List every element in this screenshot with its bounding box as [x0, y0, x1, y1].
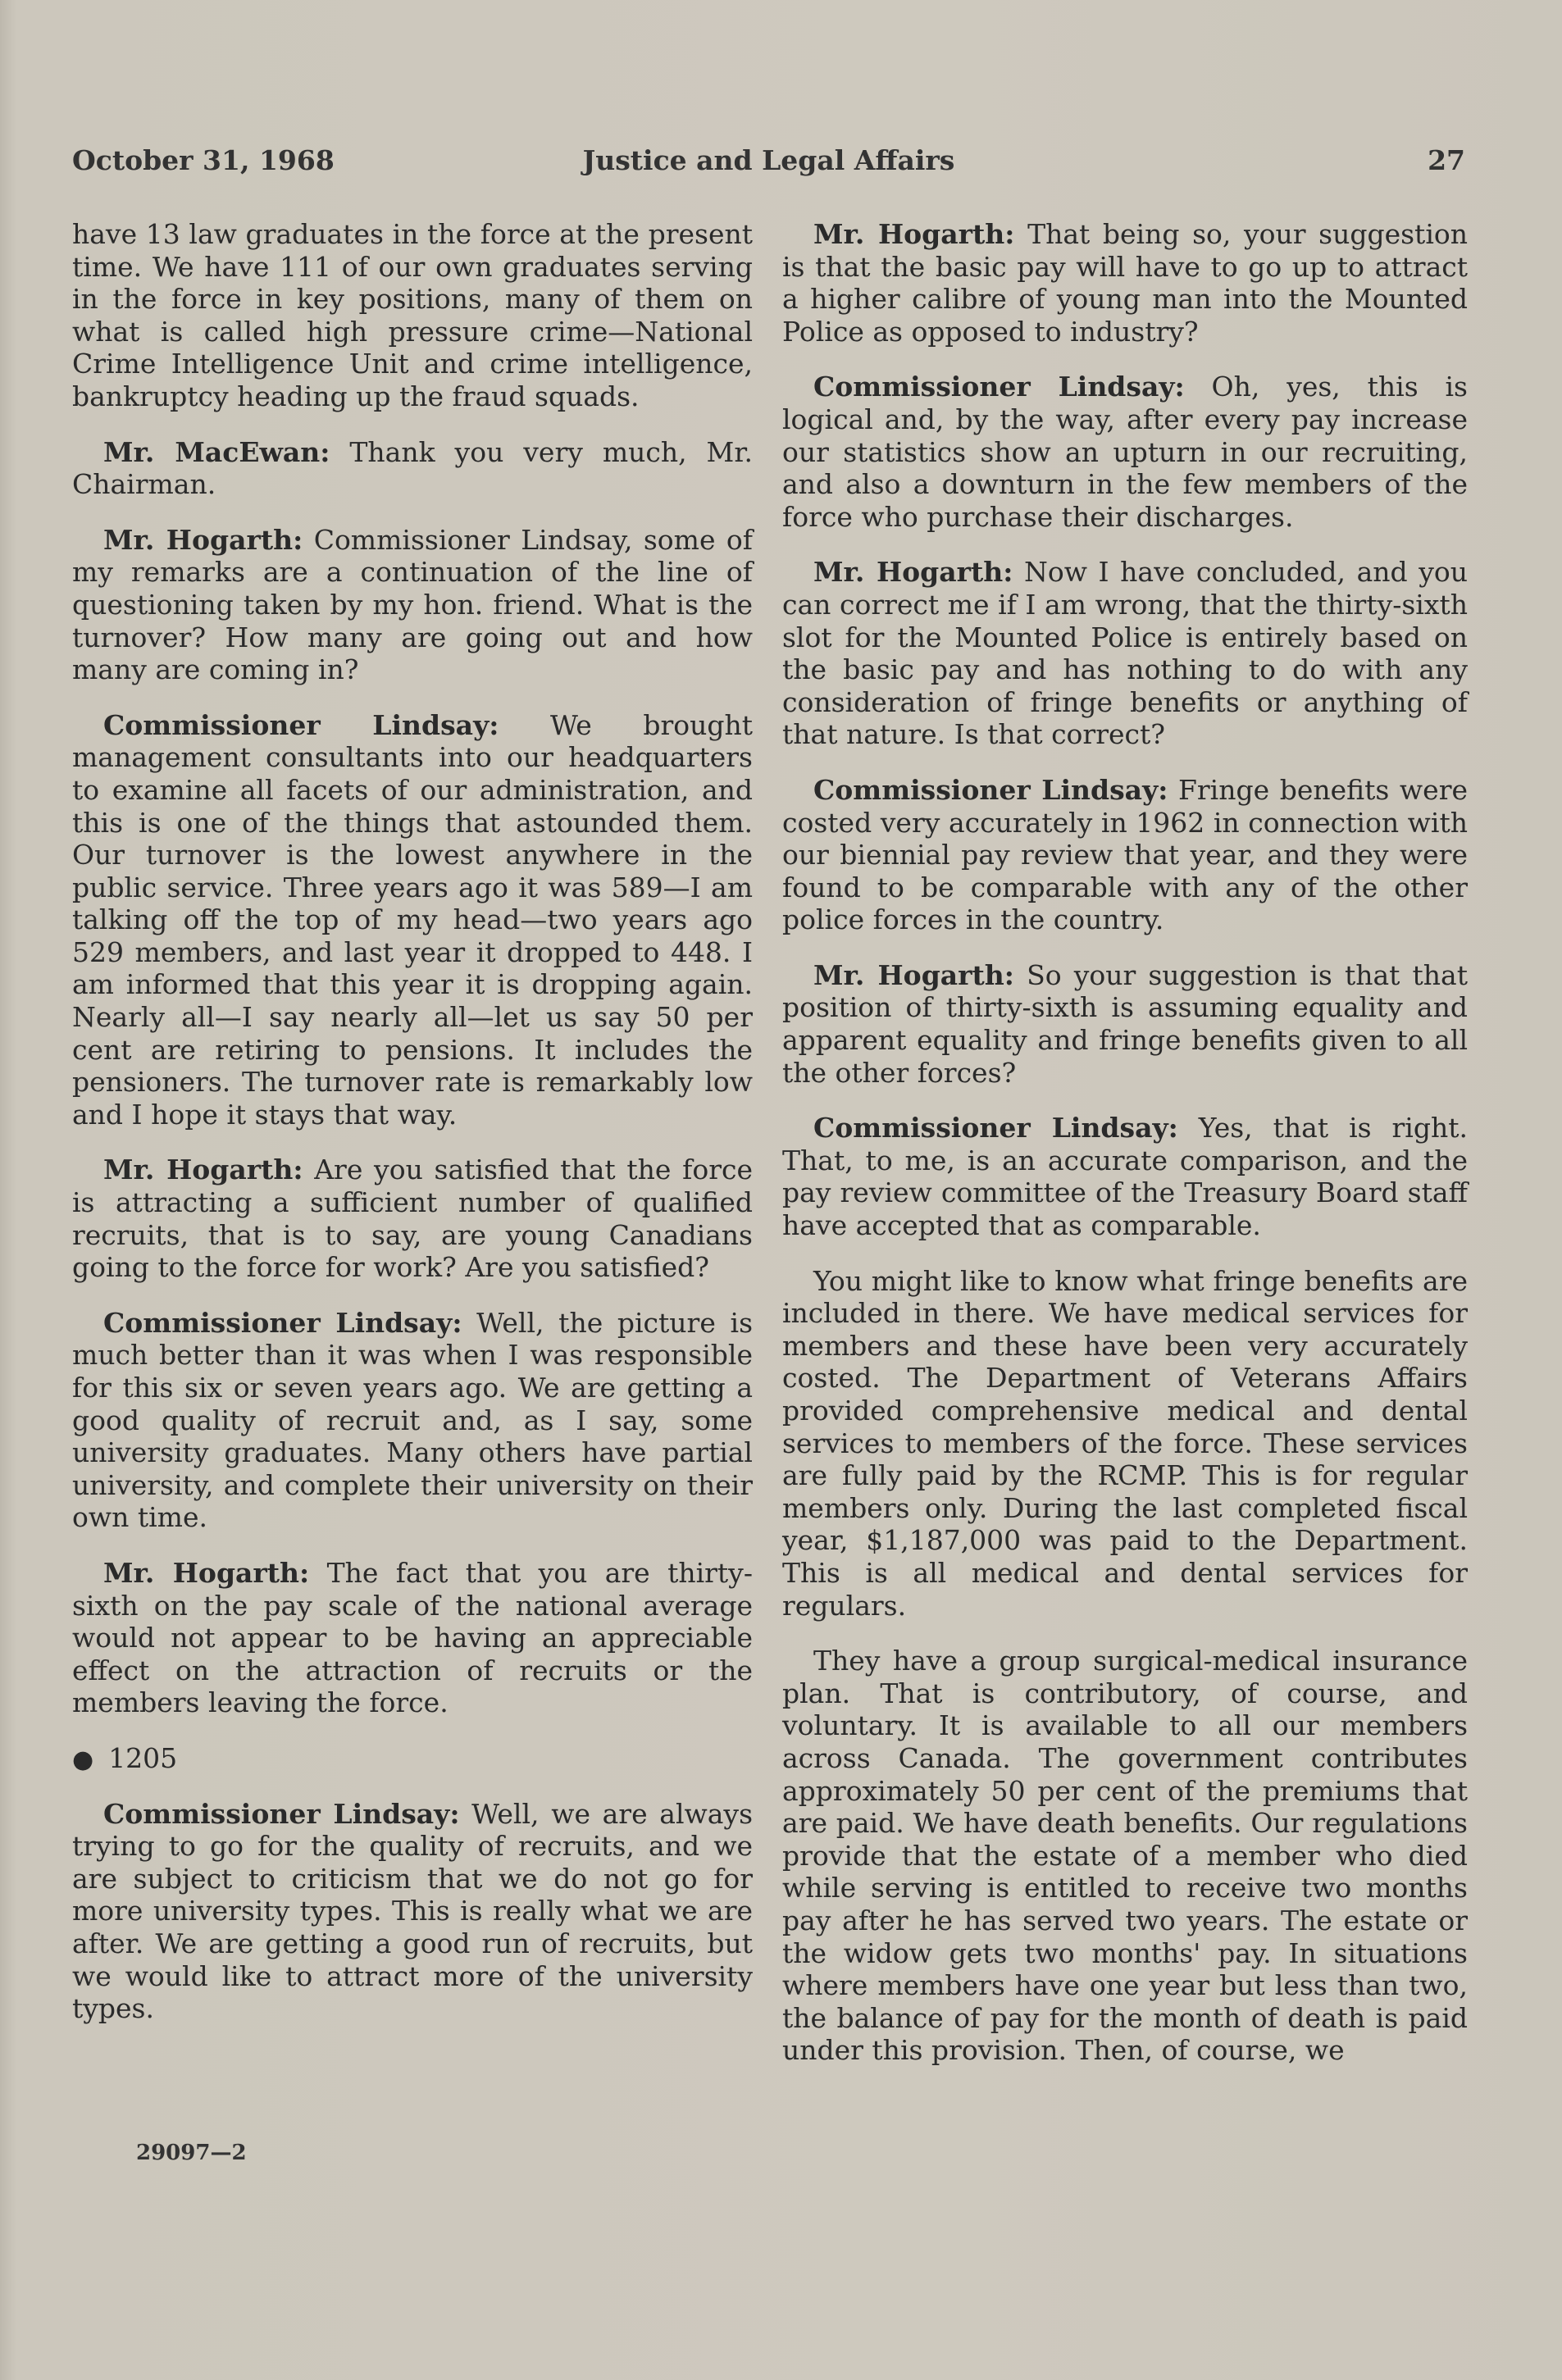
- speaker-name: Mr. Hogarth:: [813, 958, 1014, 991]
- time-marker-text: 1205: [108, 1741, 178, 1774]
- speaker-name: Mr. Hogarth:: [813, 218, 1015, 250]
- paragraph: [72, 1798, 753, 2025]
- paragraph-text: So your suggestion is that that position of thirty-sixth is assuming equality and apparent equality and fringe benefits given to all the other forces?: [782, 958, 1468, 1089]
- header-date: October 31, 1968: [72, 144, 335, 176]
- paragraph: [782, 1265, 1468, 1622]
- paragraph-text: Are you satisfied that the force is attracting a sufficient number of qualified recruits, that is to say, are young Canadians going to the force for work? Are you satisfied?: [72, 1154, 753, 1284]
- paragraph: [782, 1645, 1468, 2067]
- page-header: [72, 144, 1465, 185]
- paragraph-text: You might like to know what fringe benefits are included in there. We have medical services for members and these have been very accurately costed. The Department of Veterans Affairs provided comprehensive medical and dental services to members of the force. These services are fully paid by the RCMP. This is for regular members only. During the last completed fiscal year, $1,187,000 was paid to the Department. This is all medical and dental services for regulars.: [782, 1264, 1468, 1622]
- paragraph: [72, 1154, 753, 1283]
- paragraph: [72, 1307, 753, 1534]
- paragraph: [782, 556, 1468, 751]
- speaker-name: Mr. Hogarth:: [103, 1556, 310, 1589]
- speaker-name: Mr. Hogarth:: [103, 523, 303, 556]
- bullet-icon: ●: [72, 1745, 94, 1774]
- paragraph-text: We brought management consultants into our headquarters to examine all facets of our administration, and this is one of the things that astounded them. Our turnover is the lowest anywhere in the public service. Three years ago it was 589—I am talking off the top of my head—two years ago 529 members, and last year it dropped to 448. I am informed that this year it is dropping again. Nearly all—I say nearly all—let us say 50 per cent are retiring to pensions. It includes the pensioners. The turnover rate is remarkably low and I hope it stays that way.: [72, 708, 753, 1131]
- paragraph: [72, 709, 753, 1131]
- left-column: [72, 218, 753, 2048]
- speaker-name: Commissioner Lindsay:: [103, 708, 499, 741]
- speaker-name: Mr. Hogarth:: [813, 556, 1013, 589]
- time-marker: [72, 1742, 753, 1777]
- speaker-name: Commissioner Lindsay:: [103, 1797, 460, 1830]
- right-column: [782, 218, 1468, 2090]
- paragraph: [782, 371, 1468, 533]
- paragraph-text: Thank you very much, Mr. Chairman.: [72, 435, 753, 501]
- paragraph-text: have 13 law graduates in the force at the present time. We have 111 of our own graduates serving in the force in key positions, many of them on what is called high pressure crime—National Crime Intelligence Unit and crime intelligence, bankruptcy heading up the fraud squads.: [72, 218, 753, 412]
- paragraph-text: Well, the picture is much better than it was when I was responsible for this six or seven years ago. We are getting a good quality of recruit and, as I say, some university graduates. Many others have partial university, and complete their university on their own time.: [72, 1306, 754, 1534]
- paragraph-text: That being so, your suggestion is that the basic pay will have to go up to attract a higher calibre of young man into the Mounted Police as opposed to industry?: [782, 218, 1468, 348]
- header-page-number: 27: [1428, 144, 1465, 176]
- paragraph-text: Commissioner Lindsay, some of my remarks are a continuation of the line of questioning taken by my hon. friend. What is the turnover? How many are going out and how many are coming in?: [72, 523, 753, 686]
- speaker-name: Commissioner Lindsay:: [813, 371, 1185, 403]
- paragraph: [782, 959, 1468, 1089]
- paragraph-text: Oh, yes, this is logical and, by the way, after every pay increase our statistics show an upturn in our recruiting, and also a downturn in the few members of the force who purchase their discharges.: [782, 371, 1468, 533]
- speaker-name: Commissioner Lindsay:: [813, 773, 1168, 806]
- paragraph: [782, 1112, 1468, 1241]
- paragraph-text: They have a group surgical-medical insurance plan. That is contributory, of course, and voluntary. It is available to all our members across Canada. The government contributes approximately 50 per cent of the premiums that are paid. We have death benefits. Our regulations provide that the estate of a member who died while serving is entitled to receive two months pay after he has served two years. The estate or the widow gets two months' pay. In situations where members have one year but less than two, the balance of pay for the month of death is paid under this provision. Then, of course, we: [782, 1645, 1468, 2067]
- speaker-name: Commissioner Lindsay:: [813, 1112, 1178, 1144]
- speaker-name: Commissioner Lindsay:: [103, 1306, 462, 1339]
- paragraph: [72, 524, 753, 686]
- paragraph-text: Yes, that is right. That, to me, is an accurate comparison, and the pay review committee of the Treasury Board staff have accepted that as comparable.: [782, 1112, 1468, 1242]
- paragraph-text: Well, we are always trying to go for the quality of recruits, and we are subject to criticism that we do not go for more university types. This is really what we are after. We are getting a good run of recruits, but we would like to attract more of the university types.: [72, 1797, 753, 2025]
- footer-code: 29097—2: [136, 2141, 247, 2165]
- header-title: Justice and Legal Affairs: [582, 144, 955, 176]
- speaker-name: Mr. Hogarth:: [103, 1154, 303, 1186]
- paragraph: [72, 436, 753, 501]
- speaker-name: Mr. MacEwan:: [103, 435, 330, 468]
- paragraph-text: The fact that you are thirty-sixth on the pay scale of the national average would not appear to be having an appreciable effect on the attraction of recruits or the members leaving the force.: [72, 1556, 753, 1719]
- paragraph-text: Fringe benefits were costed very accurately in 1962 in connection with our biennial pay review that year, and they were found to be comparable with any of the other police forces in the country.: [782, 773, 1468, 936]
- paragraph: [72, 1557, 753, 1719]
- paragraph: [782, 218, 1468, 348]
- paragraph: [72, 218, 753, 413]
- paragraph-text: Now I have concluded, and you can correct me if I am wrong, that the thirty-sixth slot for the Mounted Police is entirely based on the basic pay and has nothing to do with any consideration of fringe benefits or anything of that nature. Is that correct?: [782, 556, 1468, 751]
- paragraph: [782, 774, 1468, 936]
